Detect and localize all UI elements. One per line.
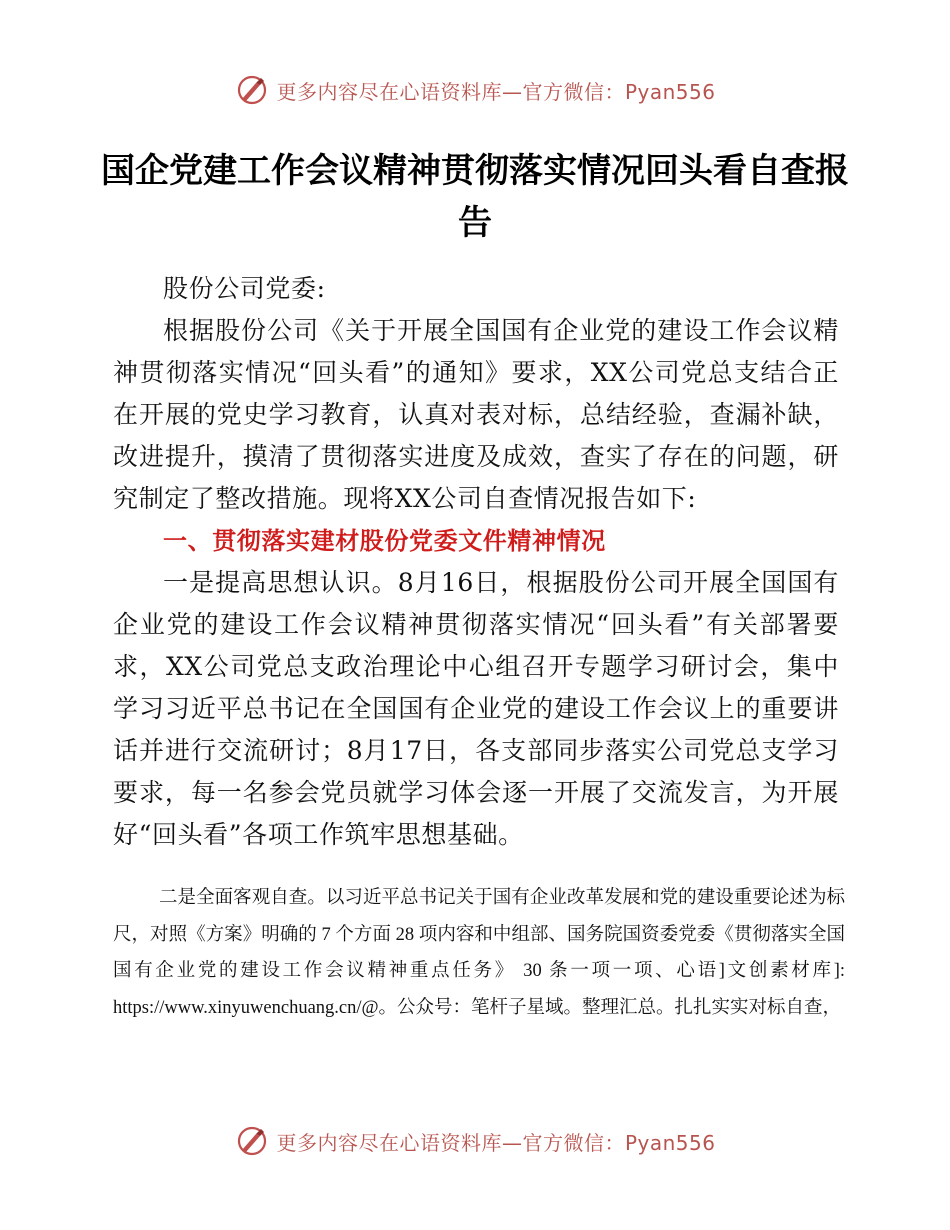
salutation: 股份公司党委: [163, 274, 326, 303]
watermark-text: 更多内容尽在心语资料库—官方微信：Pyan556 [276, 79, 716, 104]
section-paragraph-2: 二是全面客观自查。以习近平总书记关于国有企业改革发展和党的建设重要论述为标尺，对照《方案》明确的 7 个方面 28 项内容和中组部、国务院国资委党委《贯彻落实全国国有企业党的建设工作会议精神重点任务》 30 条一项一项、心语]文创素材库]: https://www.xinyuwenchuang.cn/@。公众号：笔杆子星域。整理汇总。扎扎实实对标自查， [113, 888, 845, 1018]
intro-paragraph: 根据股份公司《关于开展全国国有企业党的建设工作会议精神贯彻落实情况“回头看”的通知》要求，XX公司党总支结合正在开展的党史学习教育，认真对表对标，总结经验，查漏补缺，改进提升，摸清了贯彻落实进度及成效，查实了存在的问题，研究制定了整改措施。现将XX公司自查情况报告如下: [113, 316, 839, 513]
pen-nib-logo-icon [234, 1123, 270, 1159]
document-title: 国企党建工作会议精神贯彻落实情况回头看自查报告 [101, 151, 849, 243]
watermark-text: 更多内容尽在心语资料库—官方微信：Pyan556 [276, 1130, 716, 1155]
document-body [113, 268, 839, 856]
watermark-header [0, 68, 950, 112]
pen-nib-logo-icon [234, 72, 270, 108]
section-heading: 一、贯彻落实建材股份党委文件精神情况 [163, 527, 606, 555]
watermark-footer [0, 1119, 950, 1163]
section-paragraph-1: 一是提高思想认识。8月16日，根据股份公司开展全国国有企业党的建设工作会议精神贯彻落实情况“回头看”有关部署要求，XX公司党总支政治理论中心组召开专题学习研讨会，集中学习习近平总书记在全国国有企业党的建设工作会议上的重要讲话并进行交流研讨；8月17日，各支部同步落实公司党总支学习要求，每一名参会党员就学习体会逐一开展了交流发言，为开展好“回头看”各项工作筑牢思想基础。 [113, 568, 839, 849]
